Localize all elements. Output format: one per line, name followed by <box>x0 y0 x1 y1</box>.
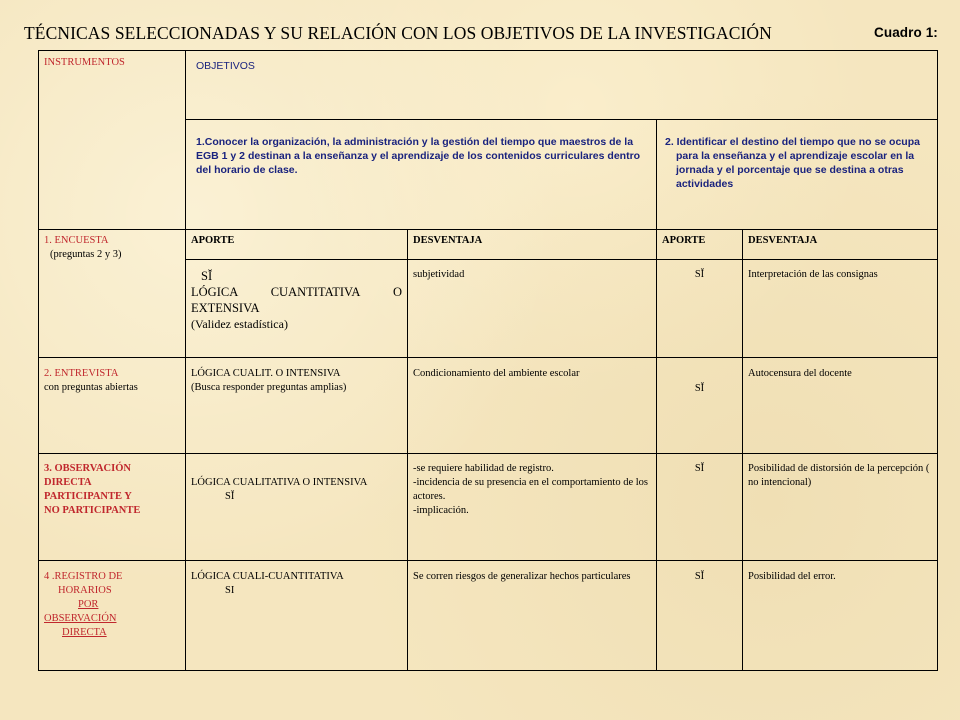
observacion-name-l2: DIRECTA <box>44 477 92 488</box>
encuesta-aporte-1 <box>186 260 408 358</box>
objetivo-2 <box>657 120 938 230</box>
observacion-aporte-1-si: SĬ <box>225 491 235 502</box>
observacion-aporte-1 <box>186 454 408 561</box>
row-registro <box>39 561 938 671</box>
observacion-aporte-2: SĬ <box>657 454 743 561</box>
col-desventaja-2: DESVENTAJA <box>743 230 938 260</box>
row-encuesta-headers <box>39 230 938 260</box>
objetivo-1: 1.Conocer la organización, la administración y la gestión del tiempo que maestros de la EGB 1 y 2 destinan a la enseñanza y el aprendizaje de los contenidos curriculares dentro del horario de clase. <box>186 120 657 230</box>
observacion-aporte-1-text: LÓGICA CUALITATIVA O INTENSIVA <box>191 477 368 488</box>
row-entrevista <box>39 358 938 454</box>
encuesta-desventaja-2: Interpretación de las consignas <box>743 260 938 358</box>
encuesta-sub: (preguntas 2 y 3) <box>50 249 122 260</box>
observacion-name-l3: PARTICIPANTE Y <box>44 491 132 502</box>
techniques-table <box>38 50 938 671</box>
encuesta-aporte-2: SĬ <box>657 260 743 358</box>
registro-aporte-1-text: LÓGICA CUALI-CUANTITATIVA <box>191 571 344 582</box>
encuesta-aporte-1-text: LÓGICA CUANTITATIVA O EXTENSIVA <box>191 285 402 315</box>
entrevista-name: 2. ENTREVISTA <box>44 368 119 379</box>
entrevista-aporte-1-text: LÓGICA CUALIT. O INTENSIVA <box>191 368 341 379</box>
objetivos-header: OBJETIVOS <box>186 51 938 120</box>
observacion-desventaja-2: Posibilidad de distorsión de la percepción ( no intencional) <box>743 454 938 561</box>
registro-name-l5: DIRECTA <box>62 627 107 638</box>
observacion-desventaja-1-l2: -incidencia de su presencia en el comportamiento de los actores. <box>413 477 648 502</box>
col-aporte-2: APORTE <box>657 230 743 260</box>
observacion-desventaja-1 <box>408 454 657 561</box>
instrument-registro <box>39 561 186 671</box>
registro-name-l1: 4 .REGISTRO DE <box>44 571 123 582</box>
registro-aporte-1 <box>186 561 408 671</box>
entrevista-desventaja-1: Condicionamiento del ambiente escolar <box>408 358 657 454</box>
col-desventaja-1: DESVENTAJA <box>408 230 657 260</box>
registro-name-l2: HORARIOS <box>58 585 112 596</box>
col-aporte-1: APORTE <box>186 230 408 260</box>
entrevista-aporte-2: SĬ <box>657 358 743 454</box>
encuesta-aporte-1-si: SĬ <box>201 269 213 283</box>
registro-aporte-1-si: SI <box>225 585 235 596</box>
observacion-desventaja-1-l3: -implicación. <box>413 505 469 516</box>
entrevista-desventaja-2: Autocensura del docente <box>743 358 938 454</box>
page-title <box>24 23 960 47</box>
instrument-encuesta <box>39 230 186 358</box>
registro-desventaja-2: Posibilidad del error. <box>743 561 938 671</box>
entrevista-aporte-1 <box>186 358 408 454</box>
encuesta-name: 1. ENCUESTA <box>44 235 109 246</box>
registro-desventaja-1: Se corren riesgos de generalizar hechos particulares <box>408 561 657 671</box>
observacion-name-l1: 3. OBSERVACIÓN <box>44 463 131 474</box>
entrevista-aporte-1-note: (Busca responder preguntas amplias) <box>191 382 347 393</box>
objetivo-2-text: 2. Identificar el destino del tiempo que no se ocupa para la enseñanza y el aprendizaje escolar en la jornada y el porcentaje que se destina a otras actividades <box>665 136 920 190</box>
encuesta-aporte-1-note: (Validez estadística) <box>191 317 288 331</box>
instrument-entrevista <box>39 358 186 454</box>
registro-name-l4: OBSERVACIÓN <box>44 613 117 624</box>
header-row-objetivos <box>39 51 938 120</box>
observacion-name-l4: NO PARTICIPANTE <box>44 505 141 516</box>
observacion-desventaja-1-l1: -se requiere habilidad de registro. <box>413 463 554 474</box>
registro-aporte-2: SĬ <box>657 561 743 671</box>
cuadro-label: Cuadro 1: <box>874 25 938 40</box>
instrumentos-header: INSTRUMENTOS <box>39 51 186 230</box>
encuesta-desventaja-1: subjetividad <box>408 260 657 358</box>
instrument-observacion <box>39 454 186 561</box>
registro-name-l3: POR <box>78 599 99 610</box>
row-observacion <box>39 454 938 561</box>
title-text: TÉCNICAS SELECCIONADAS Y SU RELACIÓN CON LOS OBJETIVOS DE LA INVESTIGACIÓN <box>24 23 772 43</box>
entrevista-sub: con preguntas abiertas <box>44 382 138 393</box>
